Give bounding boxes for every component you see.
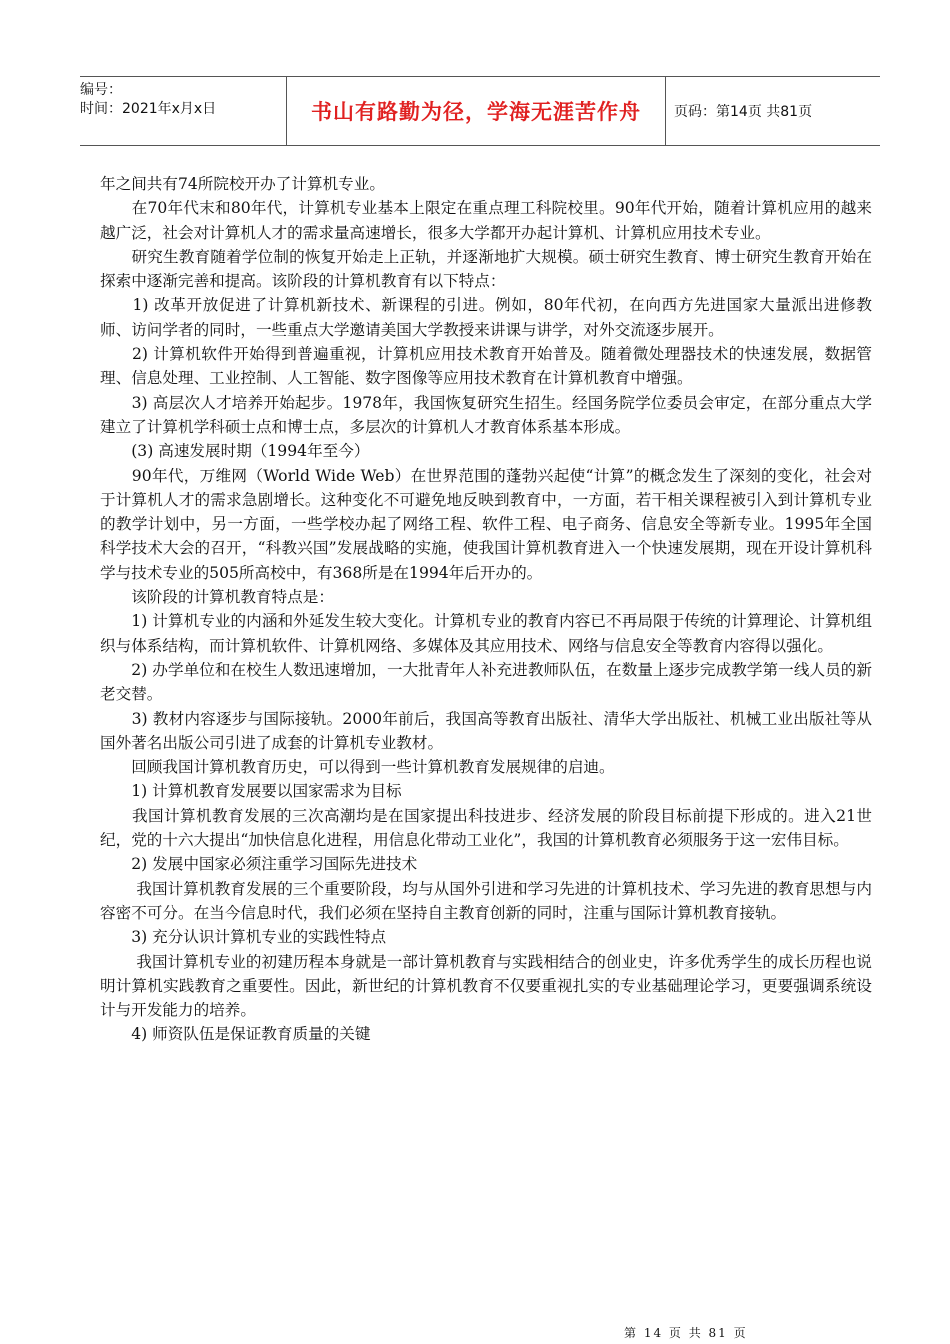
paragraph: 我国计算机教育发展的三次高潮均是在国家提出科技进步、经济发展的阶段目标前提下形成的。进入21世纪，党的十六大提出“加快信息化进程，用信息化带动工业化”，我国的计算机教育必须服务于这一宏伟目标。: [100, 806, 872, 850]
paragraph: 我国计算机教育发展的三个重要阶段，均与从国外引进和学习先进的计算机技术、学习先进的教育思想与内容密不可分。在当今信息时代，我们必须在坚持自主教育创新的同时，注重与国际计算机教育接轨。: [100, 879, 872, 922]
paragraph: 1) 计算机专业的内涵和外延发生较大变化。计算机专业的教育内容已不再局限于传统的计算理论、计算机组织与体系结构，而计算机软件、计算机网络、多媒体及其应用技术、网络与信息安全等教育内容得以强化。: [100, 612, 872, 655]
paragraph: 3) 高层次人才培养开始起步。1978年，我国恢复研究生招生。经国务院学位委员会审定，在部分重点大学建立了计算机学科硕士点和博士点，多层次的计算机人才教育体系基本形成。: [100, 393, 872, 436]
paragraph: 该阶段的计算机教育特点是：: [100, 588, 334, 607]
page-header: [80, 76, 880, 146]
document-time-label: 时间：2021年x月x日: [80, 101, 217, 117]
paragraph: 3) 教材内容逐步与国际接轨。2000年前后，我国高等教育出版社、清华大学出版社、机械工业出版社等从国外著名出版公司引进了成套的计算机专业教材。: [100, 709, 872, 752]
paragraph: 在70年代末和80年代，计算机专业基本上限定在重点理工科院校里。90年代开始，随着计算机应用的越来越广泛，社会对计算机人才的需求量高速增长，很多大学都开办起计算机、计算机应用技术专业。: [100, 199, 872, 242]
document-number-label: 编号：: [80, 82, 122, 98]
paragraph: 2) 发展中国家必须注重学习国际先进技术: [100, 855, 418, 874]
header-page-cell: [666, 77, 880, 145]
document-body: [100, 172, 872, 1047]
paragraph: 3) 充分认识计算机专业的实践性特点: [100, 928, 387, 947]
paragraph: 2) 办学单位和在校生人数迅速增加，一大批青年人补充进教师队伍，在数量上逐步完成教学第一线人员的新老交替。: [100, 660, 872, 704]
paragraph: 4) 师资队伍是保证教育质量的关键: [100, 1025, 371, 1044]
paragraph: 2) 计算机软件开始得到普遍重视，计算机应用技术教育开始普及。随着微处理器技术的快速发展，数据管理、信息处理、工业控制、人工智能、数字图像等应用技术教育在计算机教育中增强。: [100, 345, 872, 388]
header-motto-cell: [286, 77, 666, 145]
paragraph: 研究生教育随着学位制的恢复开始走上正轨，并逐渐地扩大规模。硕士研究生教育、博士研究生教育开始在探索中逐渐完善和提高。该阶段的计算机教育有以下特点：: [100, 247, 872, 291]
paragraph: 1) 计算机教育发展要以国家需求为目标: [100, 782, 402, 801]
header-meta: [80, 77, 286, 145]
page-footer: 第 14 页 共 81 页: [624, 1326, 748, 1340]
section-heading: (3) 高速发展时期（1994年至今）: [100, 442, 370, 461]
paragraph: 我国计算机专业的初建历程本身就是一部计算机教育与实践相结合的创业史，许多优秀学生的成长历程也说明计算机实践教育之重要性。因此，新世纪的计算机教育不仅要重视扎实的专业基础理论学习，更要强调系统设计与开发能力的培养。: [100, 952, 872, 1020]
paragraph: 1) 改革开放促进了计算机新技术、新课程的引进。例如，80年代初，在向西方先进国家大量派出进修教师、访问学者的同时，一些重点大学邀请美国大学教授来讲课与讲学，对外交流逐步展开。: [100, 296, 872, 339]
header-motto: 书山有路勤为径，学海无涯苦作舟: [311, 100, 641, 124]
paragraph: 年之间共有74所院校开办了计算机专业。: [100, 175, 385, 193]
paragraph: 90年代，万维网（World Wide Web）在世界范围的蓬勃兴起使“计算”的概念发生了深刻的变化，社会对于计算机人才的需求急剧增长。这种变化不可避免地反映到教育中，一方面，若干相关课程被引入到计算机专业的教学计划中，另一方面，一些学校办起了网络工程、软件工程、电子商务、信息安全等新专业。1995年全国科学技术大会的召开，“科教兴国”发展战略的实施，使我国计算机教育进入一个快速发展期，现在开设计算机科学与技术专业的505所高校中，有368所是在1994年后开办的。: [100, 466, 872, 582]
paragraph: 回顾我国计算机教育历史，可以得到一些计算机教育发展规律的启迪。: [100, 758, 615, 777]
header-page-info: 页码：第14页 共81页: [674, 104, 813, 120]
